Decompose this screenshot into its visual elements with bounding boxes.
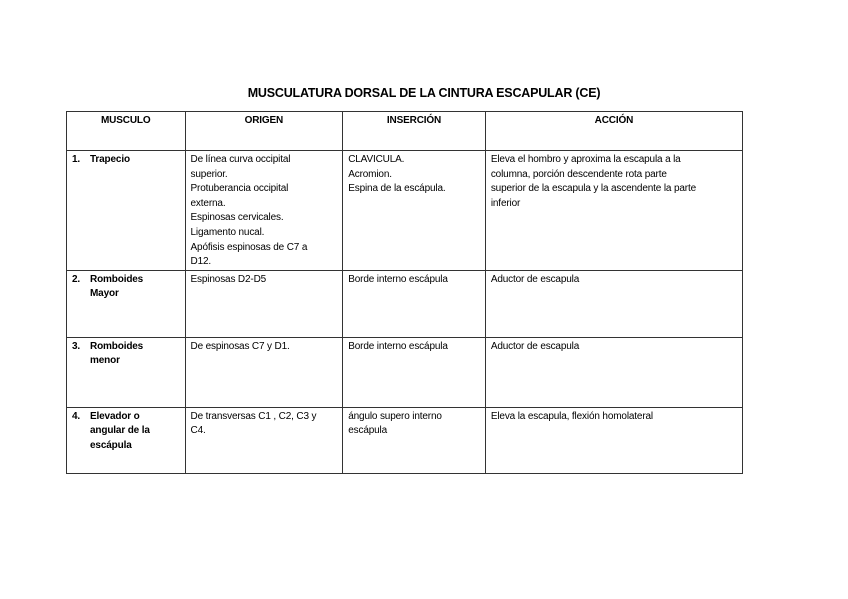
cell-accion [485, 151, 742, 271]
origen-line: Espinosas D2-D5 [190, 273, 267, 285]
origen-line: De espinosas C7 y D1. [190, 340, 290, 352]
cell-musculo [67, 270, 186, 337]
cell-accion [485, 407, 742, 473]
origen-line: D12. [190, 256, 212, 268]
table-row [67, 151, 743, 271]
table-row [67, 270, 743, 337]
accion-line: Aductor de escapula [490, 273, 580, 285]
insercion-line: Acromion. [348, 168, 392, 180]
cell-insercion [343, 270, 486, 337]
muscle-name-line: angular de la [90, 425, 150, 437]
table-header-row [67, 112, 743, 151]
muscle-name [90, 340, 180, 369]
cell-musculo [67, 407, 186, 473]
muscle-name [90, 153, 180, 168]
origen-line: Ligamento nucal. [190, 226, 265, 238]
accion-line: Eleva el hombro y aproxima la escapula a la [490, 154, 681, 165]
cell-origen [185, 270, 343, 337]
table-row [67, 337, 743, 407]
table-row [67, 407, 743, 473]
cell-insercion [343, 337, 486, 407]
cell-accion [485, 337, 742, 407]
header-insercion: INSERCIÓN [343, 112, 486, 151]
origen-line: Espinosas cervicales. [190, 212, 284, 224]
cell-musculo [67, 337, 186, 407]
muscle-name-line: Romboides [90, 340, 144, 352]
accion-line: columna, porción descendente rota parte [490, 168, 667, 180]
muscle-name-line: escápula [90, 439, 132, 451]
insercion-line: escápula [348, 425, 388, 437]
header-accion: ACCIÓN [485, 112, 742, 151]
muscle-name-line: Trapecio [90, 154, 130, 165]
origen-line: De transversas C1 , C2, C3 y [190, 410, 317, 422]
cell-musculo [67, 151, 186, 271]
header-origen: ORIGEN [185, 112, 343, 151]
cell-origen [185, 151, 343, 271]
row-number: 3. [72, 340, 81, 352]
row-number: 2. [72, 273, 81, 285]
origen-line: C4. [190, 425, 206, 437]
muscle-name [90, 410, 180, 454]
origen-line: superior. [190, 168, 228, 180]
row-number: 1. [72, 154, 81, 165]
cell-insercion [343, 407, 486, 473]
muscle-name-line: Romboides [90, 273, 144, 285]
accion-line: inferior [490, 197, 521, 209]
origen-line: Protuberancia occipital [190, 183, 289, 195]
origen-line: De línea curva occipital [190, 154, 291, 165]
cell-accion [485, 270, 742, 337]
accion-line: Aductor de escapula [490, 340, 580, 352]
insercion-line: Borde interno escápula [348, 340, 448, 352]
origen-line: externa. [190, 197, 226, 209]
muscle-table [66, 111, 743, 474]
cell-origen [185, 407, 343, 473]
insercion-line: Espina de la escápula. [348, 183, 446, 195]
cell-origen [185, 337, 343, 407]
insercion-line: CLAVICULA. [348, 154, 405, 165]
row-number: 4. [72, 410, 81, 422]
origen-line: Apófisis espinosas de C7 a [190, 241, 308, 253]
insercion-line: ángulo supero interno [348, 410, 442, 422]
muscle-name-line: Elevador o [90, 410, 140, 422]
cell-insercion [343, 151, 486, 271]
accion-line: Eleva la escapula, flexión homolateral [490, 410, 654, 422]
muscle-name-line: menor [90, 355, 120, 367]
muscle-name-line: Mayor [90, 288, 119, 300]
page-title: MUSCULATURA DORSAL DE LA CINTURA ESCAPULAR (CE) [247, 86, 601, 100]
header-musculo: MUSCULO [67, 112, 186, 151]
insercion-line: Borde interno escápula [348, 273, 448, 285]
accion-line: superior de la escapula y la ascendente la parte [490, 183, 696, 195]
muscle-name [90, 273, 180, 302]
